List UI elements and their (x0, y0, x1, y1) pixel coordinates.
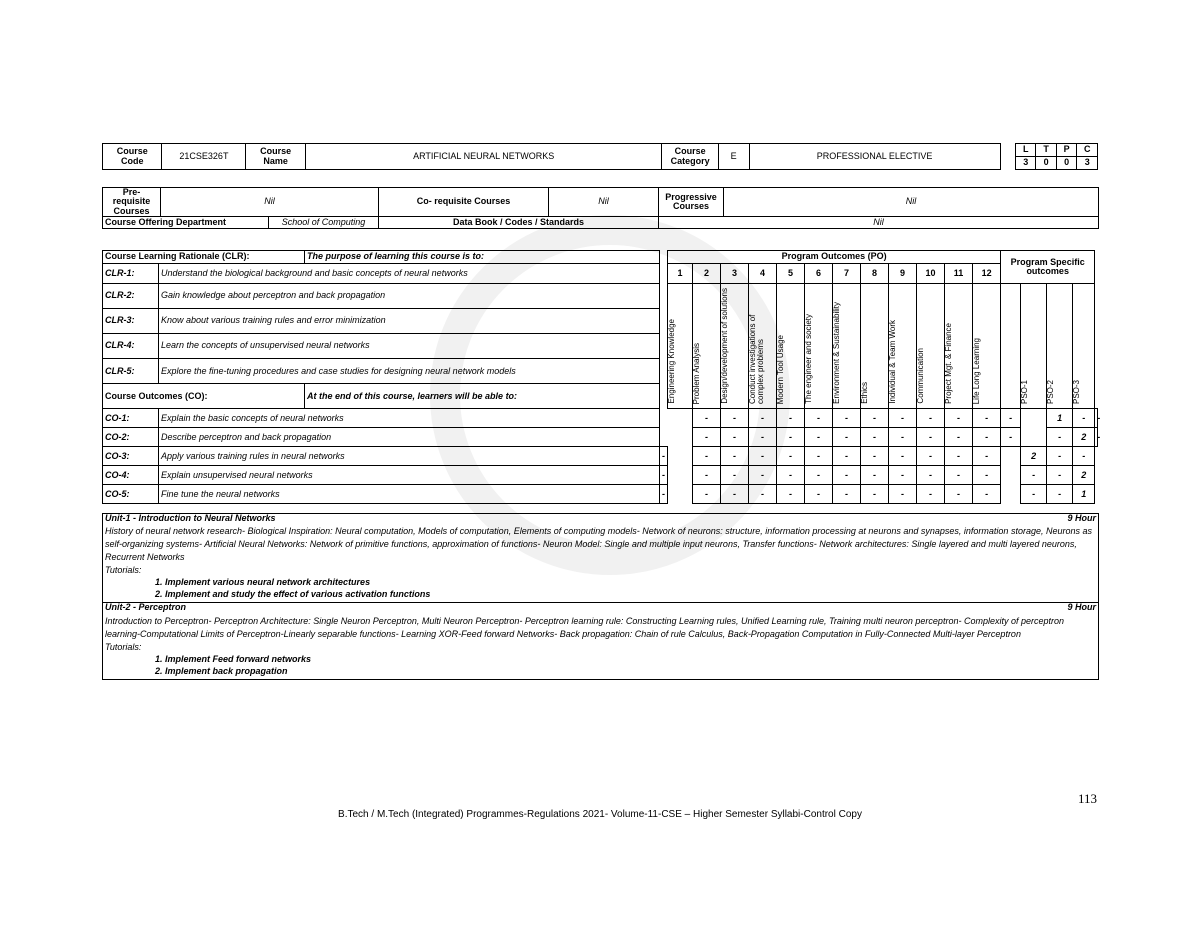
co-mapping-value: - (861, 447, 889, 466)
unit-body: History of neural network research- Biological Inspiration: Neural computation, Models of computation, Elements of computing models- Network of neurons: structure, information processing at neurons and synapses, information storage, Neurons as self-organizing systems- Artificial Neural Networks: Network of primitive functions, approximation of functions- Neuron Model: Single and multiple input neurons, Transfer functions- Network architectures: Single layered and multi layered neurons, Recurrent Networks (105, 526, 1092, 563)
unit-title-row (103, 603, 1099, 613)
course-header-table (102, 143, 1098, 170)
co-mapping-value: - (749, 466, 777, 485)
co-mapping-value: - (660, 447, 668, 466)
po-number: 3 (721, 264, 749, 284)
po-name-text: Individual & Team Work (888, 320, 898, 404)
co-mapping-value: - (721, 447, 749, 466)
co-text: Fine tune the neural networks (159, 485, 660, 504)
clr-purpose: The purpose of learning this course is to: (305, 251, 660, 264)
co-mapping-value: - (889, 485, 917, 504)
co-mapping-value: - (973, 466, 1001, 485)
pso-title: Program Specific outcomes (1001, 251, 1095, 284)
unit-title-row (103, 514, 1099, 524)
outcomes-table (102, 250, 1101, 504)
tutorials-label: Tutorials: (105, 565, 142, 576)
co-mapping-value: - (945, 485, 973, 504)
unit-title: Unit-1 - Introduction to Neural Networks (105, 513, 276, 523)
co-mapping-value: 1 (1073, 485, 1095, 504)
co-mapping-value: - (749, 485, 777, 504)
co-mapping-value: - (721, 485, 749, 504)
clr-code: CLR-4: (103, 334, 159, 359)
po-name (693, 284, 721, 409)
course-category-label: Course Category (662, 144, 718, 170)
prereq-value: Nil (161, 188, 379, 217)
progressive-value: Nil (724, 188, 1099, 217)
co-mapping-value: - (917, 466, 945, 485)
tutorials-label: Tutorials: (105, 641, 142, 652)
co-mapping-value: 2 (1073, 428, 1095, 447)
co-mapping-value: - (1047, 447, 1073, 466)
pso-name (1021, 284, 1047, 409)
course-name: ARTIFICIAL NEURAL NETWORKS (305, 144, 662, 170)
pso-gap (1021, 409, 1047, 428)
unit-hours: 9 Hour (1067, 602, 1096, 613)
co-mapping-value: - (1001, 428, 1021, 447)
co-mapping-value: 2 (1021, 447, 1047, 466)
co-mapping-value: - (693, 485, 721, 504)
co-mapping-value: - (777, 485, 805, 504)
co-text: Explain unsupervised neural networks (159, 466, 660, 485)
co-mapping-value: - (833, 409, 861, 428)
po-number: 1 (668, 264, 693, 284)
course-category: E (718, 144, 749, 170)
tutorial-item: 1. Implement various neural network architectures (155, 577, 371, 588)
co-code: CO-1: (103, 409, 159, 428)
co-mapping-value: - (660, 466, 668, 485)
clr-code: CLR-3: (103, 309, 159, 334)
footer: B.Tech / M.Tech (Integrated) Programmes-Regulations 2021- Volume-11-CSE – Higher Semester Syllabi-Control Copy (338, 809, 862, 820)
co-mapping-value: - (889, 447, 917, 466)
tutorial-item: 1. Implement Feed forward networks (155, 653, 312, 664)
po-name (889, 284, 917, 409)
ltpc-value-p: 0 (1056, 157, 1076, 170)
co-mapping-value: - (721, 466, 749, 485)
ltpc-value-c: 3 (1077, 157, 1098, 170)
po-name-text: Conduct investigations of complex problems (748, 314, 766, 404)
co-mapping-value: - (973, 447, 1001, 466)
pso-name (1047, 284, 1073, 409)
co-mapping-value: - (721, 409, 749, 428)
co-mapping-value: - (1047, 466, 1073, 485)
po-number: 10 (917, 264, 945, 284)
clr-code: CLR-2: (103, 284, 159, 309)
co-code: CO-4: (103, 466, 159, 485)
clr-text: Know about various training rules and error minimization (159, 309, 660, 334)
co-text: Apply various training rules in neural networks (159, 447, 660, 466)
co-mapping-value: - (1021, 466, 1047, 485)
co-mapping-value: - (917, 409, 945, 428)
co-mapping-value: - (973, 485, 1001, 504)
co-mapping-value: - (945, 466, 973, 485)
course-code: 21CSE326T (162, 144, 246, 170)
co-mapping-value: - (777, 428, 805, 447)
po-name (749, 284, 777, 409)
co-mapping-value: - (805, 409, 833, 428)
ltpc-value-l: 3 (1015, 157, 1035, 170)
co-mapping-value: - (973, 409, 1001, 428)
po-number: 8 (861, 264, 889, 284)
clr-code: CLR-1: (103, 264, 159, 284)
co-mapping-value: - (861, 428, 889, 447)
po-number: 2 (693, 264, 721, 284)
co-mapping-value: 2 (1073, 466, 1095, 485)
co-mapping-value: - (833, 485, 861, 504)
co-mapping-value: - (833, 428, 861, 447)
co-text: Describe perceptron and back propagation (159, 428, 660, 447)
co-mapping-value: - (805, 466, 833, 485)
databook-label: Data Book / Codes / Standards (379, 217, 659, 229)
clr-text: Learn the concepts of unsupervised neural networks (159, 334, 660, 359)
ltpc-label-p: P (1056, 144, 1076, 157)
po-name-text: Project Mgt. & Finance (944, 323, 954, 404)
po-name-text: Environment & Sustainability (832, 302, 842, 404)
po-name (917, 284, 945, 409)
co-mapping-value: - (917, 428, 945, 447)
co-mapping-value: - (1095, 409, 1098, 428)
pso-gap (1001, 485, 1021, 504)
pso-gap (1001, 447, 1021, 466)
co-mapping-value: - (1047, 485, 1073, 504)
co-code: CO-5: (103, 485, 159, 504)
clr-label: Course Learning Rationale (CLR): (103, 251, 305, 264)
co-mapping-value: - (917, 485, 945, 504)
co-mapping-value: - (861, 466, 889, 485)
ltpc-label-c: C (1077, 144, 1098, 157)
co-mapping-value: - (1021, 485, 1047, 504)
po-name-text: Engineering Knowledge (667, 319, 677, 404)
co-mapping-value: - (861, 409, 889, 428)
course-code-label: Course Code (103, 144, 162, 170)
co-mapping-value: - (693, 466, 721, 485)
unit-body: Introduction to Perceptron- Perceptron Architecture: Single Neuron Perceptron, Multi Neuron Perceptron- Perceptron learning rule: Constructing Learning rules, Unified Learning rule, Training multi neuron perceptron- Complexity of perceptron learning-Computational Limits of Perceptron-Linearly separable functions- Learning XOR-Feed forward Networks- Back propagation: Chain of rule Calculus, Back-Propagation Computation in Fully-Connected Multi-layer Perceptron (105, 615, 1064, 639)
units-table (102, 513, 1099, 680)
co-mapping-value: - (973, 428, 1001, 447)
coreq-value: Nil (549, 188, 659, 217)
po-name (861, 284, 889, 409)
coreq-label: Co- requisite Courses (379, 188, 549, 217)
dept-label: Course Offering Department (103, 217, 269, 229)
po-number: 12 (973, 264, 1001, 284)
po-name (721, 284, 749, 409)
co-mapping-value: - (805, 447, 833, 466)
ltpc-value-t: 0 (1036, 157, 1056, 170)
po-number: 6 (805, 264, 833, 284)
co-mapping-value: - (777, 409, 805, 428)
unit-hours: 9 Hour (1067, 513, 1096, 523)
clr-text: Explore the fine-tuning procedures and case studies for designing neural network models (159, 359, 660, 384)
co-mapping-value: - (749, 428, 777, 447)
pso-name-text: PSO-2 (1046, 379, 1056, 404)
unit-content (103, 613, 1099, 680)
po-number: 11 (945, 264, 973, 284)
dept-value: School of Computing (269, 217, 379, 229)
pso-name-text: PSO-3 (1072, 379, 1082, 404)
unit-title: Unit-2 - Perceptron (105, 602, 187, 613)
co-mapping-value: - (749, 409, 777, 428)
databook-value: Nil (659, 217, 1099, 229)
co-mapping-value: - (917, 447, 945, 466)
prereq-label: Pre-requisite Courses (103, 188, 161, 217)
co-mapping-value: - (1095, 428, 1098, 447)
po-name-text: Ethics (860, 382, 870, 404)
po-name-text: Communication (916, 348, 926, 404)
clr-text: Understand the biological background and basic concepts of neural networks (159, 264, 660, 284)
co-mapping-value: - (945, 447, 973, 466)
co-label: Course Outcomes (CO): (103, 384, 305, 409)
co-intro: At the end of this course, learners will be able to: (305, 384, 660, 409)
co-mapping-value: - (805, 428, 833, 447)
pso-name (1073, 284, 1095, 409)
co-mapping-value: - (805, 485, 833, 504)
co-mapping-value: - (1073, 409, 1095, 428)
clr-text: Gain knowledge about perceptron and back propagation (159, 284, 660, 309)
page-number: 113 (1077, 791, 1097, 806)
co-mapping-value: - (693, 428, 721, 447)
ltpc-label-l: L (1015, 144, 1035, 157)
co-mapping-value: - (777, 447, 805, 466)
po-number: 9 (889, 264, 917, 284)
po-name-text: The engineer and society (804, 314, 814, 404)
prerequisite-table (102, 187, 1099, 229)
tutorial-item: 2. Implement and study the effect of various activation functions (155, 589, 431, 600)
po-title: Program Outcomes (PO) (668, 251, 1001, 264)
tutorial-item: 2. Implement back propagation (155, 665, 288, 676)
po-name (805, 284, 833, 409)
progressive-label: Progressive Courses (659, 188, 724, 217)
co-mapping-value: - (833, 447, 861, 466)
po-number: 5 (777, 264, 805, 284)
po-number: 4 (749, 264, 777, 284)
co-mapping-value: - (1073, 447, 1095, 466)
co-text: Explain the basic concepts of neural networks (159, 409, 660, 428)
pso-gap (1001, 284, 1021, 409)
co-mapping-value: - (1047, 428, 1073, 447)
co-mapping-value: - (1001, 409, 1021, 428)
ltpc-label-t: T (1036, 144, 1056, 157)
spacer-column (668, 409, 693, 504)
co-mapping-value: - (660, 485, 668, 504)
po-name (668, 284, 693, 409)
po-name (833, 284, 861, 409)
co-code: CO-3: (103, 447, 159, 466)
po-name-text: Life Long Learning (972, 337, 982, 404)
co-mapping-value: - (889, 409, 917, 428)
co-mapping-value: - (889, 466, 917, 485)
po-name (777, 284, 805, 409)
co-mapping-value: - (693, 447, 721, 466)
co-code: CO-2: (103, 428, 159, 447)
co-mapping-value: - (889, 428, 917, 447)
co-mapping-value: - (861, 485, 889, 504)
co-mapping-value: - (693, 409, 721, 428)
co-mapping-value: - (749, 447, 777, 466)
pso-gap (1021, 428, 1047, 447)
pso-gap (1001, 466, 1021, 485)
clr-code: CLR-5: (103, 359, 159, 384)
po-name-text: Problem Analysis (692, 342, 702, 404)
po-name (945, 284, 973, 409)
po-name-text: Modern Tool Usage (776, 334, 786, 404)
pso-name-text: PSO-1 (1020, 379, 1030, 404)
unit-content (103, 523, 1099, 603)
po-name (973, 284, 1001, 409)
co-mapping-value: - (833, 466, 861, 485)
co-mapping-value: 1 (1047, 409, 1073, 428)
po-number: 7 (833, 264, 861, 284)
co-mapping-value: - (945, 409, 973, 428)
co-mapping-value: - (721, 428, 749, 447)
po-name-text: Design/development of solutions (720, 288, 730, 404)
category-name: PROFESSIONAL ELECTIVE (749, 144, 1000, 170)
co-mapping-value: - (777, 466, 805, 485)
co-mapping-value: - (945, 428, 973, 447)
course-name-label: Course Name (246, 144, 305, 170)
